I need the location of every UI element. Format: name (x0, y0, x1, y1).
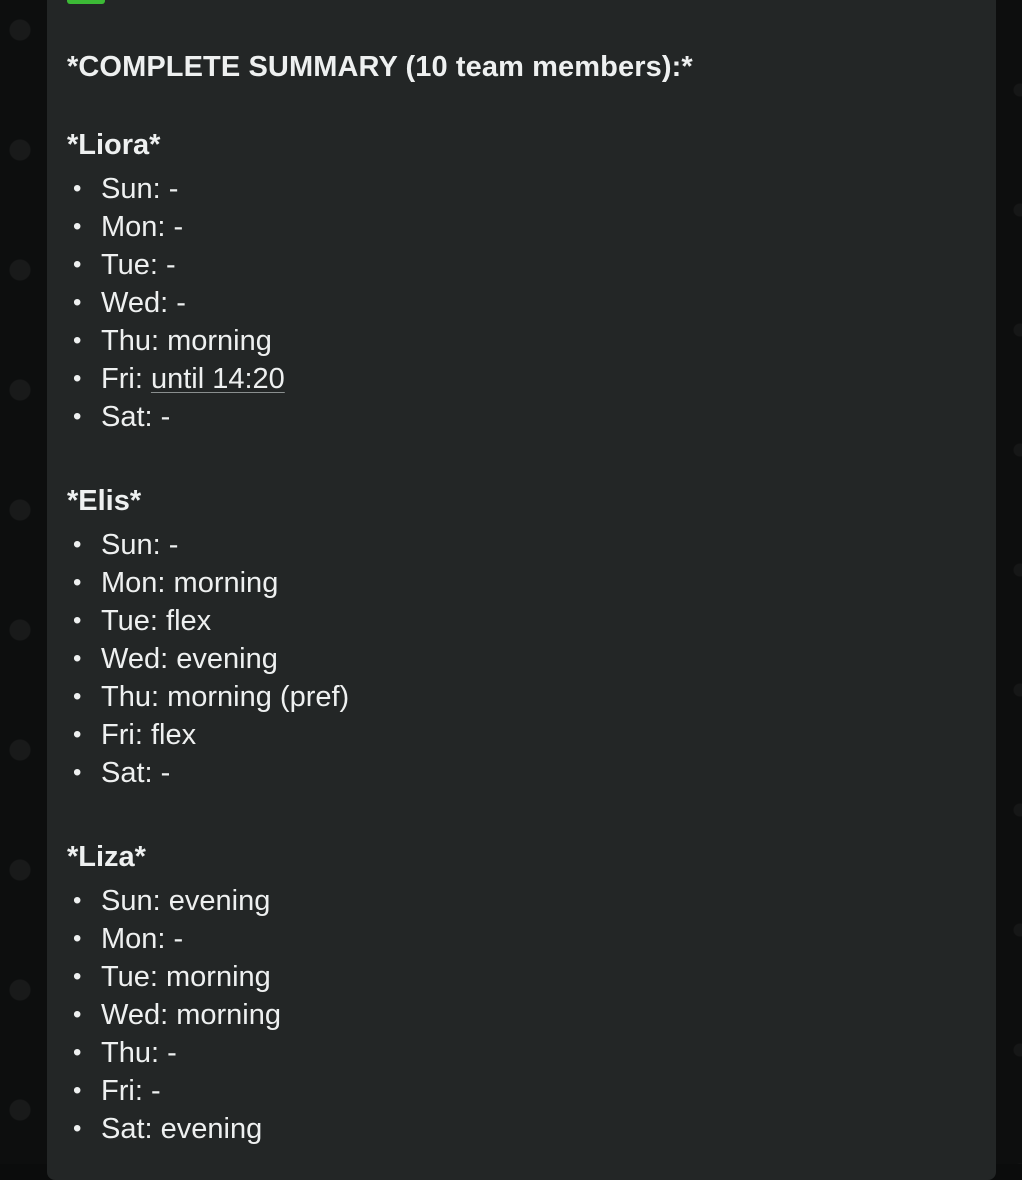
day-value: - (160, 401, 171, 433)
day-value: morning (167, 325, 272, 357)
day-label: Wed: (101, 287, 169, 319)
bullet-icon: • (73, 1001, 82, 1028)
list-item (67, 716, 947, 754)
list-item (67, 208, 947, 246)
time-link[interactable]: until 14:20 (150, 363, 285, 395)
member-name: *Liza* (67, 841, 146, 873)
day-value: - (168, 529, 179, 561)
bullet-icon: • (73, 403, 82, 430)
member-name: *Liora* (67, 129, 161, 161)
day-label: Wed: (101, 999, 169, 1031)
member-block-liza (67, 838, 947, 1148)
day-value: morning (pref) (167, 681, 350, 713)
message-bubble (47, 0, 996, 1180)
bullet-icon: • (73, 683, 82, 710)
bullet-icon: • (73, 887, 82, 914)
day-value: - (168, 173, 179, 205)
day-label: Tue: (101, 961, 158, 993)
bullet-icon: • (73, 289, 82, 316)
bullet-icon: • (73, 251, 82, 278)
list-item (67, 398, 947, 436)
day-label: Mon: (101, 211, 166, 243)
list-item (67, 246, 947, 284)
check-emoji-icon (67, 0, 105, 4)
day-label: Thu: (101, 325, 160, 357)
bullet-icon: • (73, 531, 82, 558)
availability-list (67, 170, 947, 436)
day-label: Mon: (101, 923, 166, 955)
availability-list (67, 882, 947, 1148)
day-label: Thu: (101, 681, 160, 713)
day-value: evening (176, 643, 278, 675)
bullet-icon: • (73, 213, 82, 240)
day-value: morning (166, 961, 271, 993)
list-item (67, 360, 947, 398)
day-label: Sun: (101, 529, 161, 561)
day-label: Sun: (101, 885, 161, 917)
bullet-icon: • (73, 365, 82, 392)
bullet-icon: • (73, 759, 82, 786)
day-value: flex (150, 719, 197, 751)
previous-line-partial (67, 0, 113, 6)
bullet-icon: • (73, 175, 82, 202)
bullet-icon: • (73, 963, 82, 990)
day-value: - (167, 1037, 177, 1069)
day-label: Tue: (101, 605, 158, 637)
list-item (67, 526, 947, 564)
list-item (67, 754, 947, 792)
list-item (67, 640, 947, 678)
bullet-icon: • (73, 645, 82, 672)
day-value: evening (168, 885, 271, 917)
bullet-icon: • (73, 569, 82, 596)
bullet-icon: • (73, 1115, 82, 1142)
day-value: morning (173, 567, 279, 599)
member-name: *Elis* (67, 485, 142, 517)
list-item (67, 920, 947, 958)
day-label: Tue: (101, 249, 158, 281)
day-value: flex (166, 605, 212, 637)
list-item (67, 1110, 947, 1148)
list-item (67, 602, 947, 640)
day-label: Fri: (101, 1075, 143, 1107)
day-value: - (173, 211, 184, 243)
bullet-icon: • (73, 1077, 82, 1104)
bullet-icon: • (73, 925, 82, 952)
day-value (143, 360, 285, 398)
list-item (67, 284, 947, 322)
bullet-icon: • (73, 721, 82, 748)
day-value: - (150, 1075, 161, 1107)
day-value: - (166, 249, 176, 281)
day-value: - (176, 287, 186, 319)
day-label: Fri: (101, 719, 143, 751)
availability-list (67, 526, 947, 792)
day-label: Wed: (101, 643, 169, 675)
day-label: Sat: (101, 1113, 153, 1145)
list-item (67, 564, 947, 602)
list-item (67, 1034, 947, 1072)
day-label: Sat: (101, 757, 153, 789)
day-value: - (173, 923, 184, 955)
bullet-icon: • (73, 607, 82, 634)
day-label: Mon: (101, 567, 166, 599)
day-label: Sun: (101, 173, 161, 205)
member-block-elis (67, 482, 947, 792)
list-item (67, 1072, 947, 1110)
list-item (67, 958, 947, 996)
member-block-liora (67, 126, 947, 436)
day-value: morning (176, 999, 282, 1031)
list-item (67, 322, 947, 360)
day-label: Fri: (101, 363, 143, 395)
day-label: Sat: (101, 401, 153, 433)
list-item (67, 170, 947, 208)
list-item (67, 882, 947, 920)
bullet-icon: • (73, 327, 82, 354)
summary-title: *COMPLETE SUMMARY (10 team members):* (67, 51, 693, 83)
day-value: - (160, 757, 171, 789)
list-item (67, 678, 947, 716)
bullet-icon: • (73, 1039, 82, 1066)
day-label: Thu: (101, 1037, 160, 1069)
list-item (67, 996, 947, 1034)
day-value: evening (160, 1113, 263, 1145)
